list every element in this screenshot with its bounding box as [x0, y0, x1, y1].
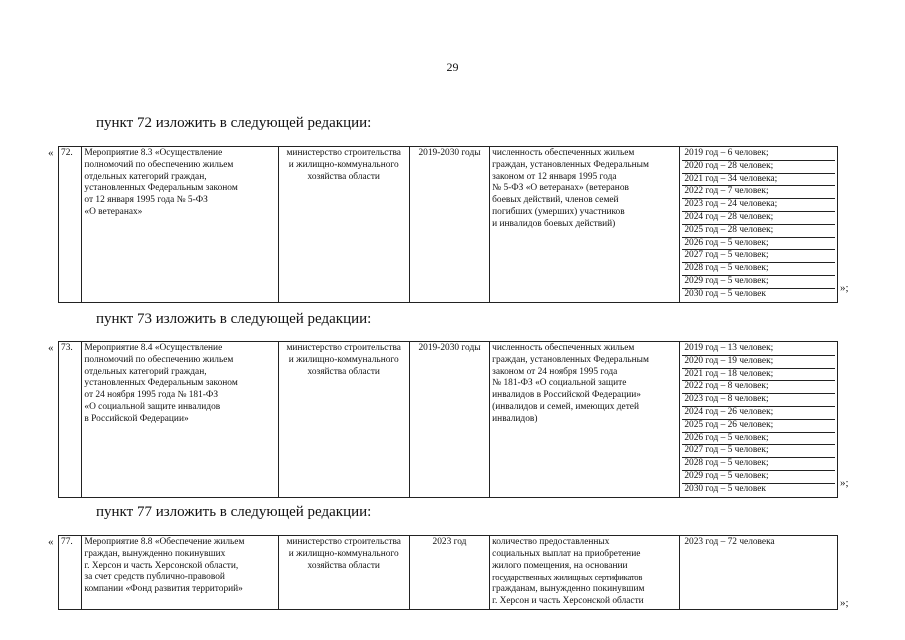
- value-line: 2028 год – 5 человек;: [682, 263, 835, 276]
- quote-close-73: »;: [840, 477, 849, 489]
- amendment-table-73: [58, 341, 838, 498]
- indicator-cell: количество предоставленных социальных выплат на приобретение жилого помещения, на основании государственных жилищных сертификатов гражданам, вынужденно покинувшим г. Херсон и часть Херсонской области: [490, 536, 680, 610]
- value-line: 2029 год – 5 человек;: [682, 471, 835, 484]
- value-line: 2020 год – 19 человек;: [682, 356, 835, 369]
- value-line: 2019 год – 6 человек;: [682, 148, 835, 161]
- executor-cell: министерство строительства и жилищно-коммунального хозяйства области: [278, 147, 409, 303]
- quote-close-72: »;: [840, 282, 849, 294]
- value-line: 2024 год – 26 человек;: [682, 407, 835, 420]
- page-number: 29: [446, 60, 459, 74]
- amendment-heading-73: пункт 73 изложить в следующей редакции:: [96, 311, 372, 327]
- row-number-cell: 77.: [59, 536, 82, 610]
- event-cell: Мероприятие 8.8 «Обеспечение жильем граждан, вынужденно покинувших г. Херсон и часть Херсонской области, за счет средств публично-правовой компании «Фонд развития территорий»: [82, 536, 278, 610]
- amendment-heading-77: пункт 77 изложить в следующей редакции:: [96, 504, 372, 520]
- table-row: [59, 342, 838, 498]
- amendment-heading-72: пункт 72 изложить в следующей редакции:: [96, 115, 372, 131]
- amendment-table-77: [58, 535, 838, 610]
- value-line: 2020 год – 28 человек;: [682, 161, 835, 174]
- period-cell: 2023 год: [409, 536, 489, 610]
- values-cell: [680, 536, 838, 610]
- event-cell: Мероприятие 8.4 «Осуществление полномочий по обеспечению жильем отдельных категорий граждан, установленных Федеральным законом от 24 ноября 1995 года № 181-ФЗ «О социальной защите инвалидов в Российской Федерации»: [82, 342, 278, 498]
- value-line: 2022 год – 8 человек;: [682, 381, 835, 394]
- values-cell: [680, 342, 838, 498]
- indicator-cell: численность обеспеченных жильем граждан, установленных Федеральным законом от 12 января 1995 года № 5-ФЗ «О ветеранах» (ветеранов боевых действий, членов семей погибших (умерших) участников и инвалидов боевых действий): [490, 147, 680, 303]
- value-line: 2027 год – 5 человек;: [682, 445, 835, 458]
- value-line: 2023 год – 8 человек;: [682, 394, 835, 407]
- quote-open-77: «: [48, 536, 54, 548]
- row-number-cell: 73.: [59, 342, 82, 498]
- row-number-cell: 72.: [59, 147, 82, 303]
- quote-open-72: «: [48, 147, 54, 159]
- value-line: 2021 год – 34 человека;: [682, 174, 835, 187]
- quote-open-73: «: [48, 342, 54, 354]
- period-cell: 2019-2030 годы: [409, 147, 489, 303]
- values-cell: [680, 147, 838, 303]
- value-line: 2019 год – 13 человек;: [682, 343, 835, 356]
- table-row: [59, 536, 838, 610]
- value-line: 2024 год – 28 человек;: [682, 212, 835, 225]
- value-line: 2023 год – 72 человека: [684, 537, 775, 547]
- value-line: 2021 год – 18 человек;: [682, 369, 835, 382]
- value-line: 2026 год – 5 человек;: [682, 238, 835, 251]
- value-line: 2029 год – 5 человек;: [682, 276, 835, 289]
- event-cell: Мероприятие 8.3 «Осуществление полномочий по обеспечению жильем отдельных категорий граждан, установленных Федеральным законом от 12 января 1995 года № 5-ФЗ «О ветеранах»: [82, 147, 278, 303]
- indicator-cell: численность обеспеченных жильем граждан, установленных Федеральным законом от 24 ноября 1995 года № 181-ФЗ «О социальной защите инвалидов в Российской Федерации» (инвалидов и семей, имеющих детей инвалидов): [490, 342, 680, 498]
- value-line: 2022 год – 7 человек;: [682, 186, 835, 199]
- executor-cell: министерство строительства и жилищно-коммунального хозяйства области: [278, 536, 409, 610]
- table-row: [59, 147, 838, 303]
- executor-cell: министерство строительства и жилищно-коммунального хозяйства области: [278, 342, 409, 498]
- value-line: 2028 год – 5 человек;: [682, 458, 835, 471]
- value-line: 2025 год – 26 человек;: [682, 420, 835, 433]
- value-line: 2023 год – 24 человека;: [682, 199, 835, 212]
- value-line: 2026 год – 5 человек;: [682, 433, 835, 446]
- quote-close-77: »;: [840, 597, 849, 609]
- value-line: 2027 год – 5 человек;: [682, 250, 835, 263]
- amendment-table-72: [58, 146, 838, 303]
- value-line: 2025 год – 28 человек;: [682, 225, 835, 238]
- value-line: 2030 год – 5 человек: [684, 288, 766, 299]
- value-line: 2030 год – 5 человек: [684, 483, 766, 494]
- period-cell: 2019-2030 годы: [409, 342, 489, 498]
